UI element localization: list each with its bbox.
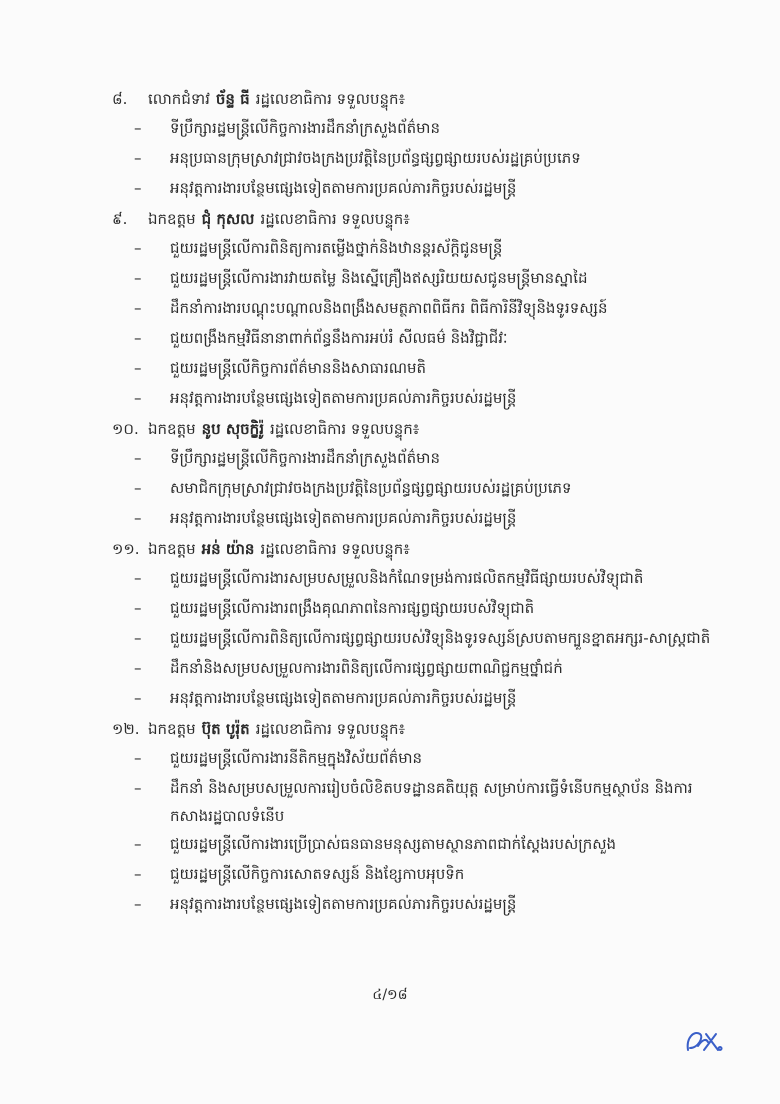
duty-item <box>112 684 722 714</box>
official-name: នូប សុចក្ខិរ៉ូ <box>201 420 264 438</box>
section-2 <box>112 204 722 414</box>
duty-list <box>112 744 722 920</box>
document-body <box>112 84 722 920</box>
dash-bullet: – <box>134 509 142 527</box>
duty-item <box>112 744 722 774</box>
duty-list <box>112 564 722 714</box>
honorific-title: ឯកឧត្តម <box>148 540 196 558</box>
dash-bullet: – <box>134 659 142 677</box>
section-number: ១០. <box>112 420 139 438</box>
dash-bullet: – <box>134 269 142 287</box>
duty-item <box>112 654 722 684</box>
honorific-title: លោកជំទាវ <box>148 90 210 108</box>
honorific-title: ឯកឧត្តម <box>148 720 196 738</box>
duty-text: ជួយរដ្ឋមន្ត្រីលើការងារសម្របសម្រួលនិងកំណែទម្រង់ការផលិតកម្មវិធីផ្សាយរបស់វិទ្យុជាតិ <box>170 569 644 587</box>
duty-item <box>112 890 722 920</box>
official-role: រដ្ឋលេខាធិការ ទទួលបន្ទុក៖ <box>260 210 410 228</box>
official-name: ប៊ុត បូរ៉ុត <box>201 720 250 738</box>
duty-text: ដឹកនាំការងារបណ្តុះបណ្តាលនិងពង្រឹងសមត្ថភាពពិធីករ ពិធីការិនីវិទ្យុនិងទូរទស្សន៍ <box>170 299 608 317</box>
duty-item <box>112 174 722 204</box>
section-heading <box>112 414 722 444</box>
duty-text: ជួយរដ្ឋមន្ត្រីលើការងារប្រើប្រាស់ធនធានមនុស្សតាមស្ថានភាពជាក់ស្តែងរបស់ក្រសួង <box>170 835 617 853</box>
dash-bullet: – <box>134 629 142 647</box>
duty-text: អនុវត្តការងារបន្ថែមផ្សេងទៀតតាមការប្រគល់ភារកិច្ចរបស់រដ្ឋមន្ត្រី <box>170 389 517 407</box>
duty-item <box>112 774 722 830</box>
duty-text: អនុវត្តការងារបន្ថែមផ្សេងទៀតតាមការប្រគល់ភារកិច្ចរបស់រដ្ឋមន្ត្រី <box>170 509 517 527</box>
dash-bullet: – <box>134 569 142 587</box>
duty-text: ទីប្រឹក្សារដ្ឋមន្ត្រីលើកិច្ចការងារដឹកនាំក្រសួងព័ត៌មាន <box>170 449 440 467</box>
duty-item <box>112 144 722 174</box>
dash-bullet: – <box>134 835 142 853</box>
dash-bullet: – <box>134 359 142 377</box>
duty-item <box>112 324 722 354</box>
duty-list <box>112 114 722 204</box>
duty-text: អនុវត្តការងារបន្ថែមផ្សេងទៀតតាមការប្រគល់ភារកិច្ចរបស់រដ្ឋមន្ត្រី <box>170 895 517 913</box>
dash-bullet: – <box>134 895 142 913</box>
duty-item <box>112 114 722 144</box>
signature-initials <box>680 1020 730 1060</box>
official-name: អន់ យ៉ាន <box>201 540 255 558</box>
duty-item <box>112 234 722 264</box>
official-role: រដ្ឋលេខាធិការ ទទួលបន្ទុក៖ <box>255 90 406 108</box>
duty-item <box>112 830 722 860</box>
duty-text: ជួយរដ្ឋមន្ត្រីលើការងារពង្រឹងគុណភាពនៃការផ្សព្វផ្សាយរបស់វិទ្យុជាតិ <box>170 599 535 617</box>
official-name: ច័ន្ទ ធី <box>215 90 250 108</box>
section-heading <box>112 84 722 114</box>
official-role: រដ្ឋលេខាធិការ ទទួលបន្ទុក៖ <box>269 420 420 438</box>
duty-item <box>112 474 722 504</box>
duty-list <box>112 444 722 534</box>
dash-bullet: – <box>134 119 142 137</box>
dash-bullet: – <box>134 749 142 767</box>
duty-item <box>112 624 722 654</box>
duty-item <box>112 444 722 474</box>
duty-item <box>112 264 722 294</box>
duty-list <box>112 234 722 414</box>
duty-text: ជួយរដ្ឋមន្ត្រីលើកិច្ចការសោតទស្សន៍ និងខ្សែកាបអុបទិក <box>170 865 465 883</box>
dash-bullet: – <box>134 239 142 257</box>
duty-text: អនុប្រធានក្រុមស្រាវជ្រាវចងក្រងប្រវត្តិនៃប្រព័ន្ធផ្សព្វផ្សាយរបស់រដ្ឋគ្រប់ប្រភេទ <box>170 149 581 167</box>
section-heading <box>112 714 722 744</box>
dash-bullet: – <box>134 299 142 317</box>
duty-item <box>112 504 722 534</box>
section-5 <box>112 714 722 920</box>
duty-item <box>112 564 722 594</box>
honorific-title: ឯកឧត្តម <box>148 210 196 228</box>
dash-bullet: – <box>134 149 142 167</box>
duty-text: ជួយរដ្ឋមន្ត្រីលើការងារវាយតម្លៃ និងស្នើគ្រឿងឥស្សរិយយសជូនមន្ត្រីមានស្នាដៃ <box>170 269 588 287</box>
section-heading <box>112 534 722 564</box>
duty-item <box>112 294 722 324</box>
duty-text: អនុវត្តការងារបន្ថែមផ្សេងទៀតតាមការប្រគល់ភារកិច្ចរបស់រដ្ឋមន្ត្រី <box>170 179 517 197</box>
duty-text: ដឹកនាំនិងសម្របសម្រួលការងារពិនិត្យលើការផ្សព្វផ្សាយពាណិជ្ជកម្មថ្នាំជក់ <box>170 659 563 677</box>
dash-bullet: – <box>134 479 142 497</box>
section-4 <box>112 534 722 714</box>
dash-bullet: – <box>134 329 142 347</box>
section-heading <box>112 204 722 234</box>
duty-item <box>112 384 722 414</box>
duty-text: ជួយរដ្ឋមន្ត្រីលើការពិនិត្យលើការផ្សព្វផ្សាយរបស់វិទ្យុនិងទូរទស្សន៍ស្របតាមក្បួនខ្នាតអក្សរ-សាស្ត្រជាតិ <box>170 629 711 647</box>
duty-text: ជួយរដ្ឋមន្ត្រីលើការពិនិត្យការតម្លើងថ្នាក់និងឋានន្តរស័ក្តិជូនមន្ត្រី <box>170 239 503 257</box>
duty-text: ជួយរដ្ឋមន្ត្រីលើការងារនីតិកម្មក្នុងវិស័យព័ត៌មាន <box>170 749 423 767</box>
section-3 <box>112 414 722 534</box>
duty-text: ជួយរដ្ឋមន្ត្រីលើកិច្ចការព័ត៌មាននិងសាធារណមតិ <box>170 359 427 377</box>
dash-bullet: – <box>134 179 142 197</box>
duty-text: សមាជិកក្រុមស្រាវជ្រាវចងក្រងប្រវត្តិនៃប្រព័ន្ធផ្សព្វផ្សាយរបស់រដ្ឋគ្រប់ប្រភេទ <box>170 479 572 497</box>
dash-bullet: – <box>134 449 142 467</box>
duty-item <box>112 860 722 890</box>
section-number: ១១. <box>112 540 140 558</box>
section-number: ៩. <box>112 210 128 228</box>
page-number: ៤/១៨ <box>372 987 408 1003</box>
dash-bullet: – <box>134 865 142 883</box>
duty-text: ជួយពង្រឹងកម្មវិធីនានាពាក់ព័ន្ធនឹងការអប់រំ សីលធម៌ និងវិជ្ជាជីវៈ <box>170 329 508 347</box>
official-role: រដ្ឋលេខាធិការ ទទួលបន្ទុក៖ <box>255 720 406 738</box>
duty-item <box>112 354 722 384</box>
duty-text: ដឹកនាំ និងសម្របសម្រួលការរៀបចំលិខិតបទដ្ឋានគតិយុត្ត សម្រាប់ការធ្វើទំនើបកម្មស្ថាប័ន និងការកសាងរដ្ឋបាលទំនើប <box>170 779 693 825</box>
duty-text: អនុវត្តការងារបន្ថែមផ្សេងទៀតតាមការប្រគល់ភារកិច្ចរបស់រដ្ឋមន្ត្រី <box>170 689 517 707</box>
dash-bullet: – <box>134 389 142 407</box>
dash-bullet: – <box>134 779 142 797</box>
dash-bullet: – <box>134 689 142 707</box>
official-name: ជុំ កុសល <box>201 210 255 228</box>
duty-text: ទីប្រឹក្សារដ្ឋមន្ត្រីលើកិច្ចការងារដឹកនាំក្រសួងព័ត៌មាន <box>170 119 440 137</box>
section-number: ៨. <box>112 90 128 108</box>
official-role: រដ្ឋលេខាធិការ ទទួលបន្ទុក៖ <box>260 540 410 558</box>
section-1 <box>112 84 722 204</box>
honorific-title: ឯកឧត្តម <box>148 420 196 438</box>
dash-bullet: – <box>134 599 142 617</box>
duty-item <box>112 594 722 624</box>
section-number: ១២. <box>112 720 140 738</box>
